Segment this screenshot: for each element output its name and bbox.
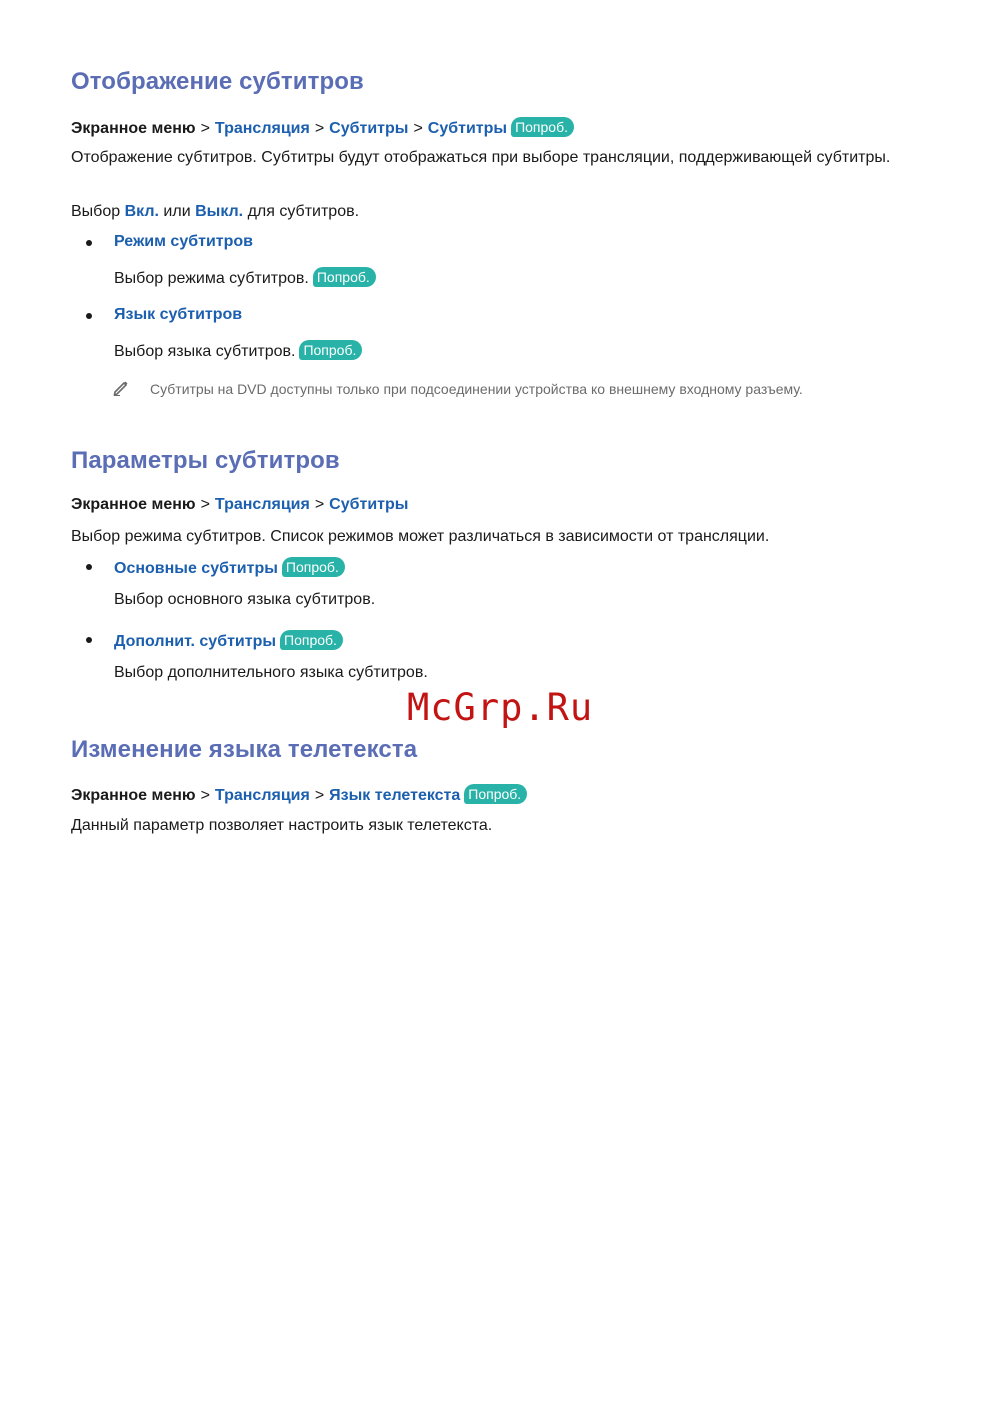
path-link-broadcast[interactable]: Трансляция [214,120,310,137]
path-separator: > [314,120,325,137]
path-separator: > [200,496,210,513]
section-description: Данный параметр позволяет настроить язык телетекста. [71,817,493,834]
menu-item-subtitle-mode[interactable]: Режим субтитров [114,233,253,250]
item-description: Выбор основного языка субтитров. [114,591,376,608]
choice-suffix: для субтитров. [247,203,360,220]
item-description [114,340,362,361]
watermark: McGrp.Ru [407,686,594,729]
section-title-subtitle-display: Отображение субтитров [71,68,364,95]
bullet-icon [86,240,92,246]
path-root: Экранное меню [71,496,196,513]
path-link-teletext-language[interactable]: Язык телетекста [329,787,461,804]
section-description: Отображение субтитров. Субтитры будут отображаться при выборе трансляции, поддерживающей субтитры. [71,149,891,166]
path-separator: > [314,787,325,804]
path-link-subtitles[interactable]: Субтитры [329,496,409,513]
try-button[interactable]: Попроб. [511,117,574,137]
pencil-icon [112,378,130,396]
item-description: Выбор дополнительного языка субтитров. [114,664,428,681]
section-description: Выбор режима субтитров. Список режимов может различаться в зависимости от трансляции. [71,528,770,545]
bullet-icon [86,313,92,319]
option-on: Вкл. [124,203,159,220]
path-link-subtitles-item[interactable]: Субтитры [427,120,508,137]
item-description-text: Выбор режима субтитров. [114,270,309,287]
item-label[interactable]: Основные субтитры [114,560,278,577]
try-button[interactable]: Попроб. [280,630,343,650]
option-off: Выкл. [195,203,244,220]
on-off-choice [71,200,891,224]
section-title-subtitle-settings: Параметры субтитров [71,447,340,474]
menu-path [71,784,527,805]
menu-item-primary-subtitles [114,557,345,578]
bullet-icon [86,637,92,643]
menu-path [71,117,574,138]
choice-or: или [163,203,191,220]
path-separator: > [413,120,423,137]
menu-item-secondary-subtitles [114,630,343,651]
try-button[interactable]: Попроб. [299,340,362,360]
path-separator: > [200,787,210,804]
path-link-broadcast[interactable]: Трансляция [214,787,310,804]
path-root: Экранное меню [71,787,196,804]
try-button[interactable]: Попроб. [464,784,527,804]
item-description-text: Выбор языка субтитров. [114,343,296,360]
choice-prefix: Выбор [71,203,121,220]
item-label[interactable]: Дополнит. субтитры [114,633,277,650]
item-description [114,267,376,288]
path-link-broadcast[interactable]: Трансляция [214,496,310,513]
path-separator: > [200,120,210,137]
path-root: Экранное меню [71,120,196,137]
path-link-subtitles[interactable]: Субтитры [329,120,409,137]
menu-path [71,496,408,514]
note-text: Субтитры на DVD доступны только при подсоединении устройства ко внешнему входному разъему. [150,381,803,397]
section-title-teletext-language: Изменение языка телетекста [71,736,418,763]
try-button[interactable]: Попроб. [313,267,376,287]
path-separator: > [314,496,325,513]
try-button[interactable]: Попроб. [282,557,345,577]
bullet-icon [86,564,92,570]
menu-item-subtitle-language[interactable]: Язык субтитров [114,306,243,323]
